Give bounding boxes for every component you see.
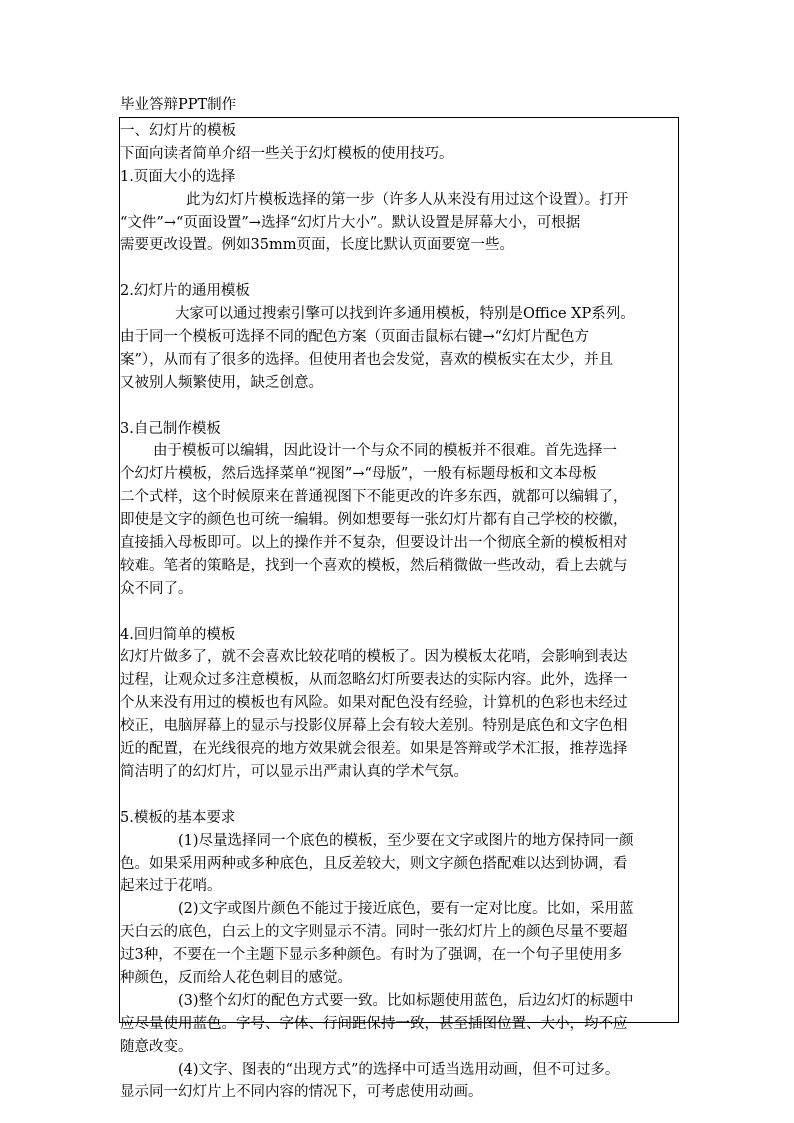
blank-line bbox=[120, 395, 677, 418]
section-3-line: 众不同了。 bbox=[120, 580, 193, 597]
section-3-line: 二个式样，这个时候原来在普通视图下不能更改的许多东西，就都可以编辑了， bbox=[120, 489, 628, 506]
section-1-title: 1.页面大小的选择 bbox=[120, 168, 236, 185]
requirement-1-line: (1)尽量选择同一个底色的模板，至少要在文字或图片的地方保持同一颜 bbox=[178, 832, 634, 849]
section-1-line: 此为幻灯片模板选择的第一步（许多人从来没有用过这个设置）。打开 bbox=[186, 191, 629, 208]
section-2-line: 由于同一个模板可选择不同的配色方案（页面击鼠标右键→“幻灯片配色方 bbox=[120, 329, 590, 346]
document-title: 毕业答辩PPT制作 bbox=[120, 97, 237, 113]
section-2-line: 又被别人频繁使用，缺乏创意。 bbox=[120, 374, 323, 391]
blank-line bbox=[120, 257, 677, 280]
requirement-4-line: (4)文字、图表的“出现方式”的选择中可适当选用动画，但不可过多。 bbox=[178, 1061, 620, 1078]
requirement-2-line: 天白云的底色，白云上的文字则显示不清。同时一张幻灯片上的颜色尽量不要超 bbox=[120, 924, 628, 941]
section-4-line: 近的配置，在光线很亮的地方效果就会很差。如果是答辩或学术汇报，推荐选择 bbox=[120, 741, 628, 758]
requirement-2-line: 过3种，不要在一个主题下显示多种颜色。有时为了强调，在一个句子里使用多 bbox=[120, 947, 623, 964]
requirement-3-line: 应尽量使用蓝色。字号、字体、行间距保持一致，甚至插图位置、大小，均不应 bbox=[120, 1015, 628, 1032]
section-4-line: 过程，让观众过多注意模板，从而忽略幻灯所要表达的实际内容。此外，选择一 bbox=[120, 672, 628, 689]
section-3-title: 3.自己制作模板 bbox=[120, 420, 221, 437]
requirement-1-line: 起来过于花哨。 bbox=[120, 878, 222, 895]
section-1-line: 需要更改设置。例如35mm页面，长度比默认页面要宽一些。 bbox=[120, 237, 514, 254]
section-2-title: 2.幻灯片的通用模板 bbox=[120, 283, 250, 300]
section-5-title: 5.模板的基本要求 bbox=[120, 809, 236, 826]
section-1-line: “文件”→“页面设置”→选择“幻灯片大小”。默认设置是屏幕大小，可根据 bbox=[120, 214, 581, 231]
requirement-2-line: (2)文字或图片颜色不能过于接近底色，要有一定对比度。比如，采用蓝 bbox=[178, 901, 634, 918]
section-3-line: 较难。笔者的策略是，找到一个喜欢的模板，然后稍微做一些改动，看上去就与 bbox=[120, 557, 628, 574]
requirement-3-line: (3)整个幻灯的配色方式要一致。比如标题使用蓝色，后边幻灯的标题中 bbox=[178, 992, 634, 1009]
section-heading: 一、幻灯片的模板 bbox=[120, 123, 236, 139]
requirement-4-line: 显示同一幻灯片上不同内容的情况下，可考虑使用动画。 bbox=[120, 1084, 483, 1101]
blank-line bbox=[120, 784, 677, 807]
section-4-line: 个从来没有用过的模板也有风险。如果对配色没有经验，计算机的色彩也未经过 bbox=[120, 695, 628, 712]
intro-text: 下面向读者简单介绍一些关于幻灯模板的使用技巧。 bbox=[120, 145, 454, 162]
requirement-1-line: 色。如果采用两种或多种底色，且反差较大，则文字颜色搭配难以达到协调，看 bbox=[120, 855, 628, 872]
section-4-line: 校正，电脑屏幕上的显示与投影仪屏幕上会有较大差别。特别是底色和文字色相 bbox=[120, 718, 628, 735]
requirement-3-line: 随意改变。 bbox=[120, 1038, 193, 1055]
section-3-line: 直接插入母板即可。以上的操作并不复杂，但要设计出一个彻底全新的模板相对 bbox=[120, 535, 628, 552]
section-3-line: 由于模板可以编辑，因此设计一个与众不同的模板并不很难。首先选择一 bbox=[153, 443, 617, 460]
section-2-line: 大家可以通过搜索引擎可以找到许多通用模板，特别是Office XP系列。 bbox=[175, 306, 635, 323]
section-4-line: 简洁明了的幻灯片，可以显示出严肃认真的学术气氛。 bbox=[120, 763, 468, 780]
content-table-cell bbox=[119, 117, 679, 1101]
section-2-line: 案”），从而有了很多的选择。但使用者也会发觉，喜欢的模板实在太少，并且 bbox=[120, 351, 614, 368]
section-4-line: 幻灯片做多了，就不会喜欢比较花哨的模板了。因为模板太花哨，会影响到表达 bbox=[120, 649, 628, 666]
blank-line bbox=[120, 601, 677, 624]
section-3-line: 即使是文字的颜色也可统一编辑。例如想要每一张幻灯片都有自己学校的校徽， bbox=[120, 512, 628, 529]
section-4-title: 4.回归简单的模板 bbox=[120, 626, 236, 643]
section-3-line: 个幻灯片模板，然后选择菜单“视图”→“母版”，一般有标题母板和文本母板 bbox=[120, 466, 597, 483]
requirement-2-line: 种颜色，反而给人花色刺目的感觉。 bbox=[120, 969, 352, 986]
